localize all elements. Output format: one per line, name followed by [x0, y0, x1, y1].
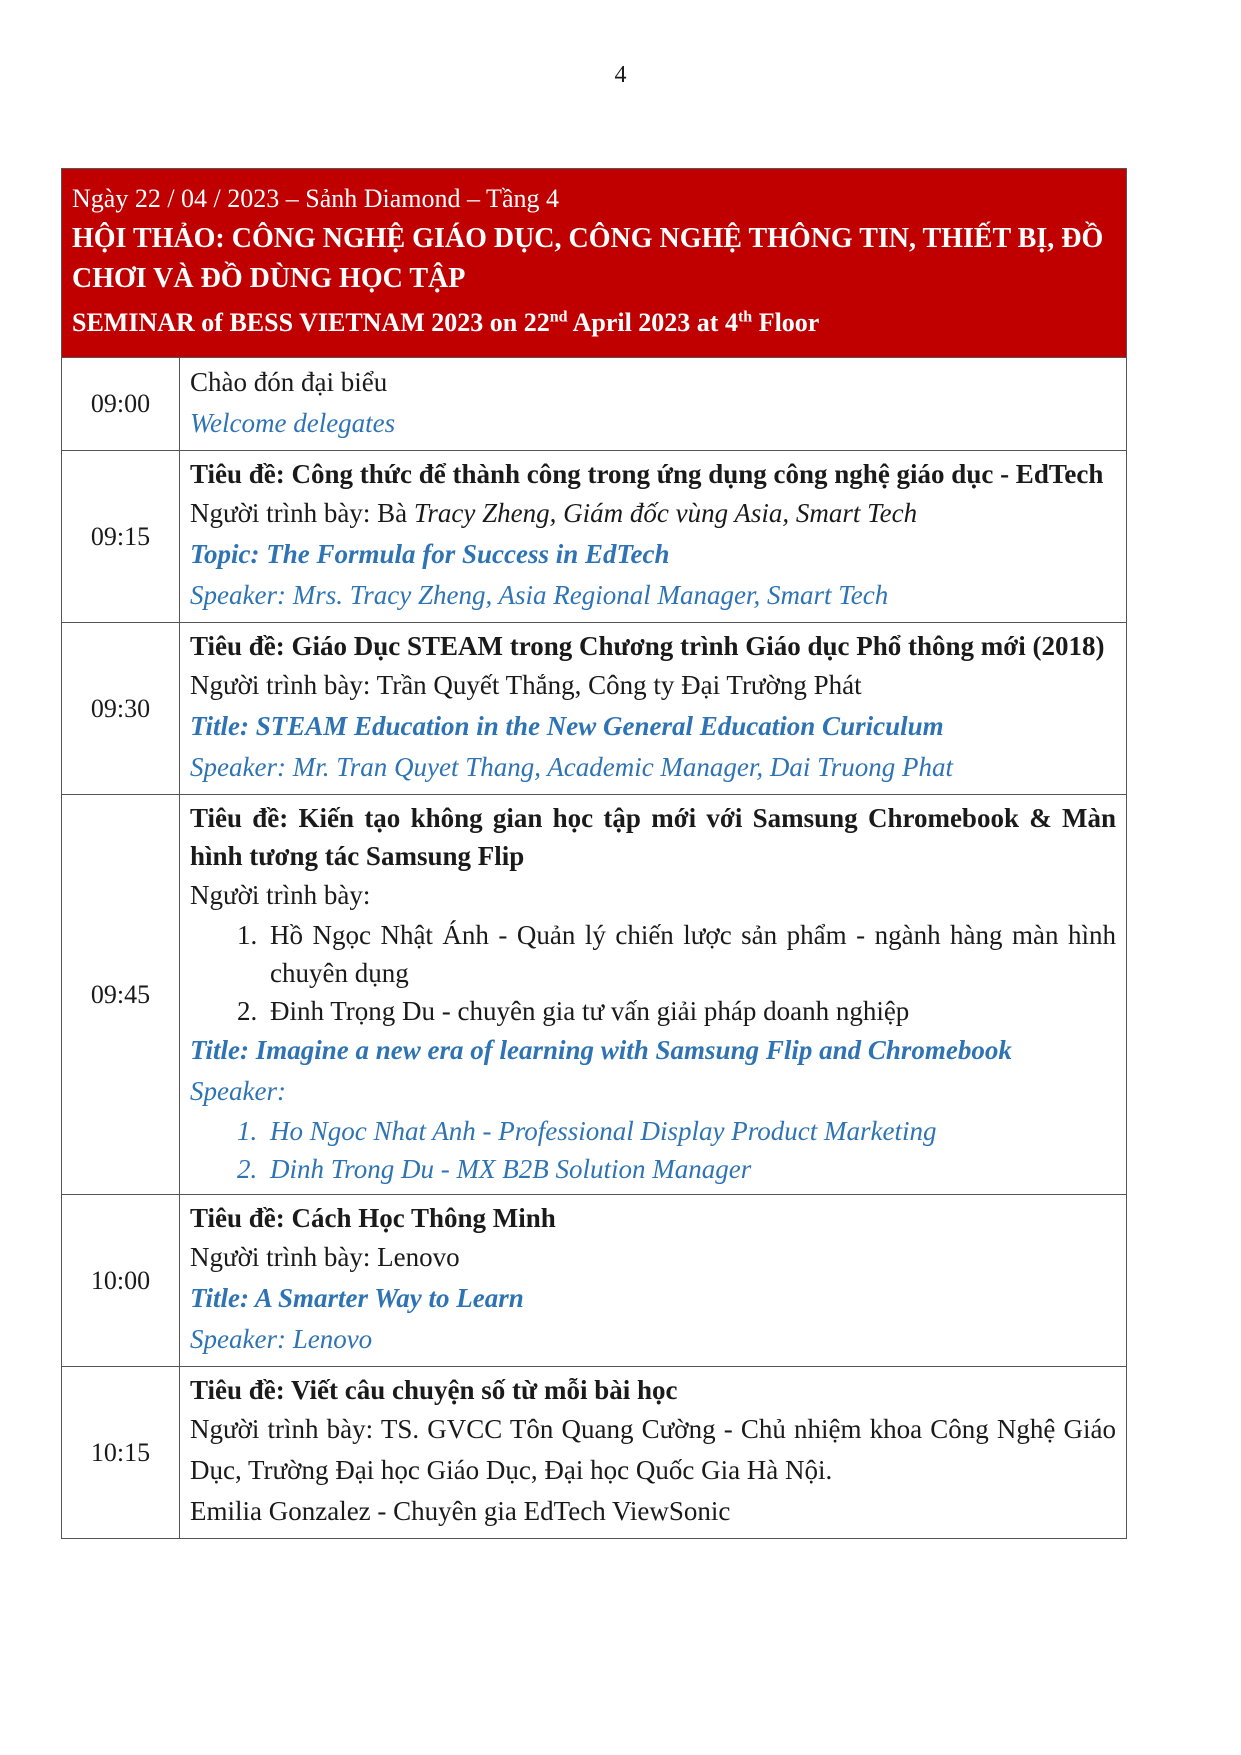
- session-row: [62, 1195, 1127, 1367]
- session-time: 09:30: [62, 623, 180, 795]
- session-content: [180, 358, 1127, 451]
- session-title-vn: Tiêu đề: Kiến tạo không gian học tập mới với Samsung Chromebook & Màn hình tương tác Samsung Flip: [190, 803, 1116, 871]
- session-title-en: Title: A Smarter Way to Learn: [190, 1283, 524, 1313]
- speaker-list-vn: [190, 916, 1116, 1030]
- session-title-vn: Tiêu đề: Viết câu chuyện số từ mỗi bài học: [190, 1375, 678, 1405]
- session-row: [62, 1367, 1127, 1539]
- session-title-en: Topic: The Formula for Success in EdTech: [190, 539, 670, 569]
- session-row: [62, 623, 1127, 795]
- session-speaker-en: Speaker: Mrs. Tracy Zheng, Asia Regional Manager, Smart Tech: [190, 580, 889, 610]
- session-content: [180, 451, 1127, 623]
- list-item: 2. Dinh Trong Du - MX B2B Solution Manager: [264, 1150, 1116, 1188]
- session-en-line: Welcome delegates: [190, 408, 396, 438]
- session-title-en: Title: Imagine a new era of learning with Samsung Flip and Chromebook: [190, 1035, 1012, 1065]
- list-item: 1. Hồ Ngọc Nhật Ánh - Quản lý chiến lược sản phẩm - ngành hàng màn hình chuyên dụng: [264, 916, 1116, 992]
- session-time: 10:15: [62, 1367, 180, 1539]
- session-time: 10:00: [62, 1195, 180, 1367]
- session-content: [180, 1367, 1127, 1539]
- agenda-header-row: [62, 169, 1127, 358]
- session-content: [180, 623, 1127, 795]
- session-speaker-en: Speaker: Lenovo: [190, 1324, 373, 1354]
- session-speaker-en: Speaker:: [190, 1076, 286, 1106]
- seminar-title-en: SEMINAR of BESS VIETNAM 2023 on 22nd April 2023 at 4th Floor: [72, 308, 820, 337]
- session-row: [62, 358, 1127, 451]
- agenda-header: [62, 169, 1127, 358]
- session-time: 09:00: [62, 358, 180, 451]
- seminar-title-vn: HỘI THẢO: CÔNG NGHỆ GIÁO DỤC, CÔNG NGHỆ THÔNG TIN, THIẾT BỊ, ĐỒ CHƠI VÀ ĐỒ DÙNG HỌC TẬP: [72, 223, 1104, 294]
- session-speaker-vn: Người trình bày: TS. GVCC Tôn Quang Cường - Chủ nhiệm khoa Công Nghệ Giáo Dục, Trường Đại học Giáo Dục, Đại học Quốc Gia Hà Nội.: [190, 1414, 1116, 1485]
- event-date-line: Ngày 22 / 04 / 2023 – Sảnh Diamond – Tầng 4: [72, 184, 559, 213]
- session-content: [180, 795, 1127, 1195]
- list-item: 1. Ho Ngoc Nhat Anh - Professional Display Product Marketing: [264, 1112, 1116, 1150]
- page-number: 4: [614, 62, 627, 88]
- session-vn-line: Chào đón đại biểu: [190, 367, 388, 397]
- list-item: 2. Đinh Trọng Du - chuyên gia tư vấn giải pháp doanh nghiệp: [264, 992, 1116, 1030]
- session-title-vn: Tiêu đề: Giáo Dục STEAM trong Chương trình Giáo dục Phổ thông mới (2018): [190, 631, 1105, 661]
- session-speaker-vn: Người trình bày: Trần Quyết Thắng, Công ty Đại Trường Phát: [190, 670, 862, 700]
- session-row: [62, 795, 1127, 1195]
- session-title-vn: Tiêu đề: Công thức để thành công trong ứng dụng công nghệ giáo dục - EdTech: [190, 459, 1104, 489]
- session-speaker-vn: Người trình bày:: [190, 880, 371, 910]
- session-title-vn: Tiêu đề: Cách Học Thông Minh: [190, 1203, 556, 1233]
- session-speaker-vn: Người trình bày: Bà Tracy Zheng, Giám đốc vùng Asia, Smart Tech: [190, 498, 918, 528]
- session-content: [180, 1195, 1127, 1367]
- session-row: [62, 451, 1127, 623]
- session-speaker-vn-2: Emilia Gonzalez - Chuyên gia EdTech ViewSonic: [190, 1496, 731, 1526]
- speaker-list-en: [190, 1112, 1116, 1188]
- session-time: 09:45: [62, 795, 180, 1195]
- session-speaker-vn: Người trình bày: Lenovo: [190, 1242, 460, 1272]
- session-time: 09:15: [62, 451, 180, 623]
- session-title-en: Title: STEAM Education in the New General Education Curiculum: [190, 711, 944, 741]
- session-speaker-en: Speaker: Mr. Tran Quyet Thang, Academic Manager, Dai Truong Phat: [190, 752, 953, 782]
- agenda-table: [61, 168, 1127, 1539]
